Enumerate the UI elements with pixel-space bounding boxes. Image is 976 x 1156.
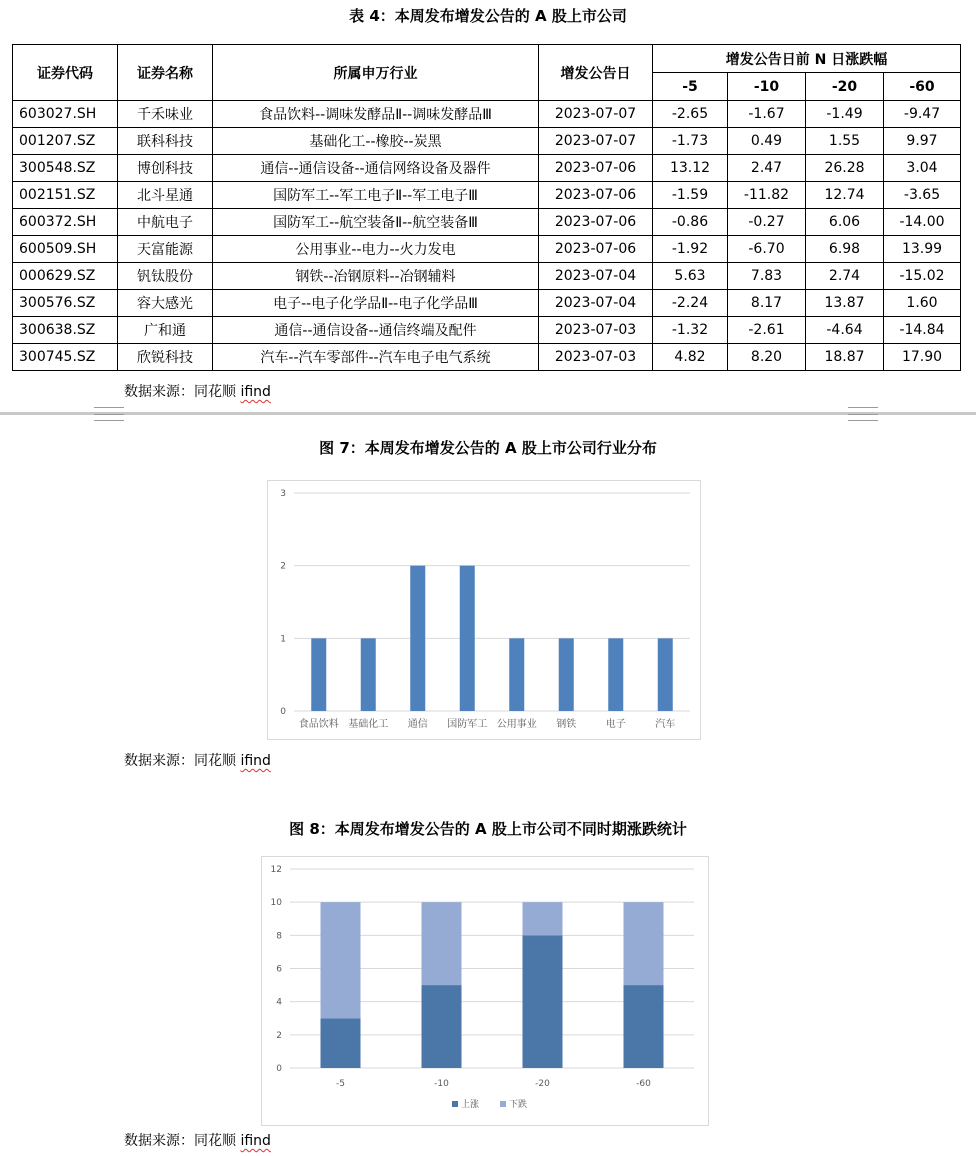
y-tick-label: 2 — [280, 561, 286, 572]
y-tick-label: 10 — [270, 898, 282, 909]
bar-segment — [523, 902, 563, 935]
cell-name: 欣锐科技 — [118, 344, 213, 371]
cell-industry: 通信--通信设备--通信终端及配件 — [213, 317, 539, 344]
cell-date: 2023-07-06 — [539, 209, 653, 236]
cell-industry: 钢铁--冶钢原料--冶钢辅料 — [213, 263, 539, 290]
cell-change-5: 4.82 — [653, 344, 728, 371]
cell-name: 容大感光 — [118, 290, 213, 317]
page-corner-mark — [94, 407, 124, 419]
legend-label: 下跌 — [509, 1100, 528, 1110]
cell-change-5: -1.92 — [653, 236, 728, 263]
cell-change-10: -1.67 — [728, 101, 806, 128]
cell-date: 2023-07-06 — [539, 236, 653, 263]
x-tick-label: 通信 — [407, 719, 428, 730]
cell-date: 2023-07-03 — [539, 344, 653, 371]
figure8-chart — [262, 857, 708, 1125]
figure7-chart-frame — [267, 480, 701, 740]
header-name: 证券名称 — [118, 45, 213, 101]
cell-industry: 通信--通信设备--通信网络设备及器件 — [213, 155, 539, 182]
figure7-source — [124, 752, 271, 770]
cell-change-10: -0.27 — [728, 209, 806, 236]
cell-change-60: 3.04 — [884, 155, 961, 182]
cell-change-10: 8.17 — [728, 290, 806, 317]
table-row — [13, 317, 961, 344]
cell-industry: 电子--电子化学品Ⅱ--电子化学品Ⅲ — [213, 290, 539, 317]
cell-code: 300745.SZ — [13, 344, 118, 371]
cell-code: 603027.SH — [13, 101, 118, 128]
cell-change-5: -1.73 — [653, 128, 728, 155]
cell-industry: 基础化工--橡胶--炭黑 — [213, 128, 539, 155]
cell-change-10: -11.82 — [728, 182, 806, 209]
cell-name: 联科科技 — [118, 128, 213, 155]
cell-date: 2023-07-04 — [539, 263, 653, 290]
table-row — [13, 344, 961, 371]
source-brand: ifind — [240, 1133, 271, 1149]
cell-change-20: 6.98 — [806, 236, 884, 263]
y-tick-label: 6 — [276, 964, 282, 975]
x-tick-label: 电子 — [605, 719, 626, 730]
header-period: -5 — [653, 73, 728, 101]
cell-change-20: 13.87 — [806, 290, 884, 317]
figure8-source — [124, 1132, 271, 1150]
cell-change-10: 7.83 — [728, 263, 806, 290]
header-period: -60 — [884, 73, 961, 101]
cell-change-20: -1.49 — [806, 101, 884, 128]
cell-change-5: -1.59 — [653, 182, 728, 209]
cell-change-10: 2.47 — [728, 155, 806, 182]
source-prefix: 数据来源：同花顺 — [124, 384, 241, 400]
page-break — [0, 412, 976, 415]
cell-change-60: -14.84 — [884, 317, 961, 344]
header-date: 增发公告日 — [539, 45, 653, 101]
table-row — [13, 182, 961, 209]
figure8-title: 图 8：本周发布增发公告的 A 股上市公司不同时期涨跌统计 — [289, 820, 687, 838]
bar-segment — [624, 985, 664, 1068]
cell-name: 北斗星通 — [118, 182, 213, 209]
figure7-title: 图 7：本周发布增发公告的 A 股上市公司行业分布 — [319, 439, 657, 457]
header-period: -10 — [728, 73, 806, 101]
cell-change-5: -1.32 — [653, 317, 728, 344]
cell-code: 001207.SZ — [13, 128, 118, 155]
table-row — [13, 290, 961, 317]
x-tick-label: 钢铁 — [556, 719, 577, 730]
table-row — [13, 209, 961, 236]
x-tick-label: 汽车 — [655, 719, 676, 730]
x-tick-label: 公用事业 — [496, 719, 537, 730]
bar-segment — [321, 902, 361, 1018]
cell-code: 600509.SH — [13, 236, 118, 263]
x-tick-label: -20 — [535, 1079, 550, 1089]
cell-code: 300548.SZ — [13, 155, 118, 182]
table4-source — [124, 383, 271, 401]
cell-name: 钒钛股份 — [118, 263, 213, 290]
cell-name: 博创科技 — [118, 155, 213, 182]
legend-swatch — [452, 1101, 458, 1107]
source-brand: ifind — [240, 753, 271, 769]
header-industry: 所属申万行业 — [213, 45, 539, 101]
y-tick-label: 3 — [280, 489, 286, 499]
x-tick-label: -10 — [434, 1079, 449, 1089]
cell-change-10: 8.20 — [728, 344, 806, 371]
cell-change-5: -2.24 — [653, 290, 728, 317]
cell-industry: 国防军工--军工电子Ⅱ--军工电子Ⅲ — [213, 182, 539, 209]
cell-industry: 公用事业--电力--火力发电 — [213, 236, 539, 263]
cell-change-60: -3.65 — [884, 182, 961, 209]
cell-change-20: 26.28 — [806, 155, 884, 182]
cell-change-20: 6.06 — [806, 209, 884, 236]
bar — [361, 638, 376, 711]
bar-segment — [321, 1018, 361, 1068]
x-tick-label: 国防军工 — [447, 719, 488, 730]
cell-change-60: -15.02 — [884, 263, 961, 290]
table-row — [13, 263, 961, 290]
table4-title: 表 4：本周发布增发公告的 A 股上市公司 — [349, 7, 627, 25]
bar — [559, 638, 574, 711]
table-row — [13, 101, 961, 128]
cell-code: 000629.SZ — [13, 263, 118, 290]
figure7-chart — [268, 481, 700, 739]
bar — [608, 638, 623, 711]
cell-change-10: -2.61 — [728, 317, 806, 344]
cell-code: 300576.SZ — [13, 290, 118, 317]
cell-name: 天富能源 — [118, 236, 213, 263]
x-tick-label: -60 — [636, 1079, 651, 1089]
source-prefix: 数据来源：同花顺 — [124, 753, 241, 769]
cell-code: 002151.SZ — [13, 182, 118, 209]
cell-change-60: 1.60 — [884, 290, 961, 317]
x-tick-label: -5 — [336, 1079, 345, 1089]
y-tick-label: 8 — [276, 931, 282, 942]
bar — [311, 638, 326, 711]
x-tick-label: 食品饮料 — [298, 719, 339, 730]
cell-industry: 汽车--汽车零部件--汽车电子电气系统 — [213, 344, 539, 371]
cell-code: 600372.SH — [13, 209, 118, 236]
cell-change-60: 13.99 — [884, 236, 961, 263]
y-tick-label: 4 — [276, 997, 282, 1008]
cell-change-20: 1.55 — [806, 128, 884, 155]
bar — [410, 566, 425, 711]
table-row — [13, 155, 961, 182]
y-tick-label: 0 — [280, 707, 286, 717]
y-tick-label: 0 — [276, 1064, 282, 1074]
cell-change-20: 2.74 — [806, 263, 884, 290]
cell-change-5: -2.65 — [653, 101, 728, 128]
cell-change-5: 13.12 — [653, 155, 728, 182]
cell-date: 2023-07-04 — [539, 290, 653, 317]
cell-change-20: -4.64 — [806, 317, 884, 344]
table-row — [13, 128, 961, 155]
cell-date: 2023-07-06 — [539, 155, 653, 182]
source-brand: ifind — [240, 384, 271, 400]
legend-label: 上涨 — [461, 1100, 480, 1110]
bar — [658, 638, 673, 711]
cell-change-20: 12.74 — [806, 182, 884, 209]
cell-change-60: -14.00 — [884, 209, 961, 236]
stock-table — [12, 44, 961, 371]
cell-date: 2023-07-03 — [539, 317, 653, 344]
figure8-chart-frame — [261, 856, 709, 1126]
cell-date: 2023-07-07 — [539, 101, 653, 128]
cell-industry: 食品饮料--调味发酵品Ⅱ--调味发酵品Ⅲ — [213, 101, 539, 128]
source-prefix: 数据来源：同花顺 — [124, 1133, 241, 1149]
x-tick-label: 基础化工 — [348, 719, 389, 730]
cell-change-60: 9.97 — [884, 128, 961, 155]
legend-swatch — [500, 1101, 506, 1107]
cell-change-5: -0.86 — [653, 209, 728, 236]
bar-segment — [422, 985, 462, 1068]
cell-industry: 国防军工--航空装备Ⅱ--航空装备Ⅲ — [213, 209, 539, 236]
table-row — [13, 236, 961, 263]
bar — [509, 638, 524, 711]
bar-segment — [624, 902, 664, 985]
cell-change-5: 5.63 — [653, 263, 728, 290]
cell-code: 300638.SZ — [13, 317, 118, 344]
cell-name: 千禾味业 — [118, 101, 213, 128]
cell-change-60: -9.47 — [884, 101, 961, 128]
bar-segment — [523, 935, 563, 1068]
cell-change-20: 18.87 — [806, 344, 884, 371]
header-code: 证券代码 — [13, 45, 118, 101]
page-corner-mark — [848, 407, 878, 419]
cell-date: 2023-07-06 — [539, 182, 653, 209]
header-period: -20 — [806, 73, 884, 101]
cell-date: 2023-07-07 — [539, 128, 653, 155]
cell-change-10: -6.70 — [728, 236, 806, 263]
table-body — [13, 101, 961, 371]
cell-name: 广和通 — [118, 317, 213, 344]
y-tick-label: 2 — [276, 1030, 282, 1041]
bar-segment — [422, 902, 462, 985]
cell-change-10: 0.49 — [728, 128, 806, 155]
y-tick-label: 1 — [280, 634, 286, 645]
y-tick-label: 12 — [270, 865, 282, 875]
bar — [460, 566, 475, 711]
header-change-group: 增发公告日前 N 日涨跌幅 — [653, 45, 961, 73]
cell-name: 中航电子 — [118, 209, 213, 236]
cell-change-60: 17.90 — [884, 344, 961, 371]
